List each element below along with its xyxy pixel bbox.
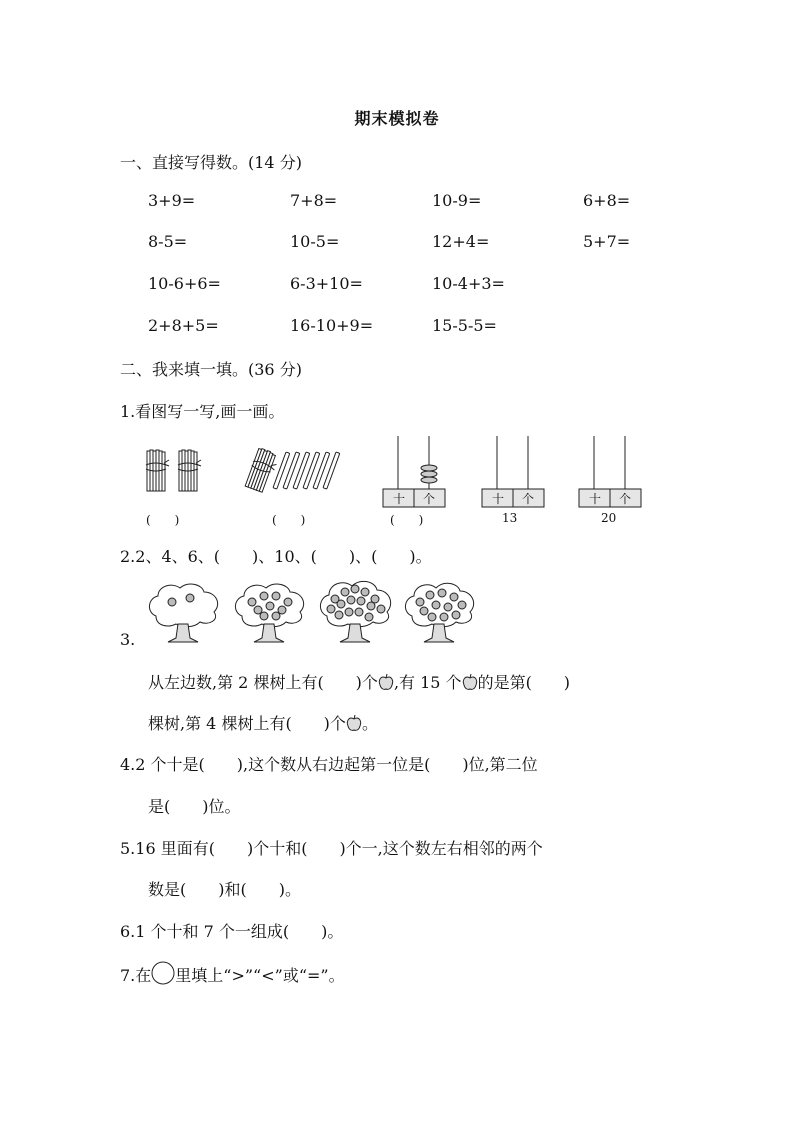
equation: 10-4+3= bbox=[432, 274, 505, 293]
tree-icon bbox=[232, 582, 308, 644]
answer-blank: ( ) bbox=[390, 513, 424, 527]
tree-icon bbox=[317, 579, 395, 644]
question-5-line-2: 数是( )和( )。 bbox=[148, 880, 301, 899]
question-7-line bbox=[120, 961, 345, 986]
tens-label: 十 bbox=[393, 492, 406, 506]
ones-label: 个 bbox=[522, 492, 535, 506]
question-7-text-a: 7.在 bbox=[120, 966, 152, 985]
apple-icon bbox=[378, 674, 394, 691]
equation: 3+9= bbox=[148, 191, 196, 210]
one-bundle-and-six-sticks-icon bbox=[248, 448, 348, 496]
tens-label: 十 bbox=[492, 492, 505, 506]
tens-label: 十 bbox=[589, 492, 602, 506]
question-3-text-a: 从左边数,第 2 棵树上有( )个 bbox=[148, 673, 378, 692]
equation: 6+8= bbox=[583, 191, 631, 210]
equation: 6-3+10= bbox=[290, 274, 363, 293]
tree-icon bbox=[146, 582, 222, 644]
question-6-text: 6.1 个十和 7 个一组成( )。 bbox=[120, 922, 344, 941]
question-3-text-c: 的是第( ) bbox=[477, 673, 571, 692]
equation: 10-5= bbox=[290, 232, 340, 251]
question-5-line-1: 5.16 里面有( )个十和( )个一,这个数左右相邻的两个 bbox=[120, 839, 543, 858]
section-2-heading: 二、我来填一填。(36 分) bbox=[120, 360, 302, 379]
equation: 5+7= bbox=[583, 232, 631, 251]
circle-icon bbox=[151, 961, 175, 985]
equation: 12+4= bbox=[432, 232, 490, 251]
abacus-caption: 13 bbox=[502, 511, 518, 525]
equation: 8-5= bbox=[148, 232, 188, 251]
answer-blank: ( ) bbox=[146, 513, 180, 527]
apple-icon bbox=[346, 715, 362, 732]
question-3-text-b: ,有 15 个 bbox=[393, 673, 462, 692]
question-7-text-b: 里填上“>”“<”或“=”。 bbox=[175, 966, 345, 985]
abacus-with-beads-icon bbox=[382, 436, 446, 508]
abacus-caption: 20 bbox=[601, 511, 617, 525]
equation: 16-10+9= bbox=[290, 316, 374, 335]
page-title: 期末模拟卷 bbox=[354, 109, 440, 128]
question-4-line-2: 是( )位。 bbox=[148, 797, 241, 816]
question-4-line-1: 4.2 个十是( ),这个数从右边起第一位是( )位,第二位 bbox=[120, 755, 538, 774]
tree-icon bbox=[402, 581, 478, 644]
two-bundles-of-sticks-icon bbox=[144, 448, 204, 496]
question-2-text: 2.2、4、6、( )、10、( )、( )。 bbox=[120, 547, 432, 566]
section-1-heading: 一、直接写得数。(14 分) bbox=[120, 153, 302, 172]
equation: 10-6+6= bbox=[148, 274, 221, 293]
question-3-text-e: 。 bbox=[361, 714, 378, 733]
answer-blank: ( ) bbox=[272, 513, 306, 527]
equation: 15-5-5= bbox=[432, 316, 497, 335]
ones-label: 个 bbox=[423, 492, 436, 506]
abacus-empty-icon bbox=[578, 436, 642, 508]
abacus-empty-icon bbox=[481, 436, 545, 508]
ones-label: 个 bbox=[619, 492, 632, 506]
question-3-line-2 bbox=[148, 711, 378, 734]
equation: 10-9= bbox=[432, 191, 482, 210]
question-3-text-d: 棵树,第 4 棵树上有( )个 bbox=[148, 714, 346, 733]
equation: 7+8= bbox=[290, 191, 338, 210]
equation: 2+8+5= bbox=[148, 316, 219, 335]
question-3-number: 3. bbox=[120, 630, 136, 649]
question-3-line-1 bbox=[148, 670, 570, 693]
question-1-text: 1.看图写一写,画一画。 bbox=[120, 402, 285, 421]
apple-icon bbox=[462, 674, 478, 691]
